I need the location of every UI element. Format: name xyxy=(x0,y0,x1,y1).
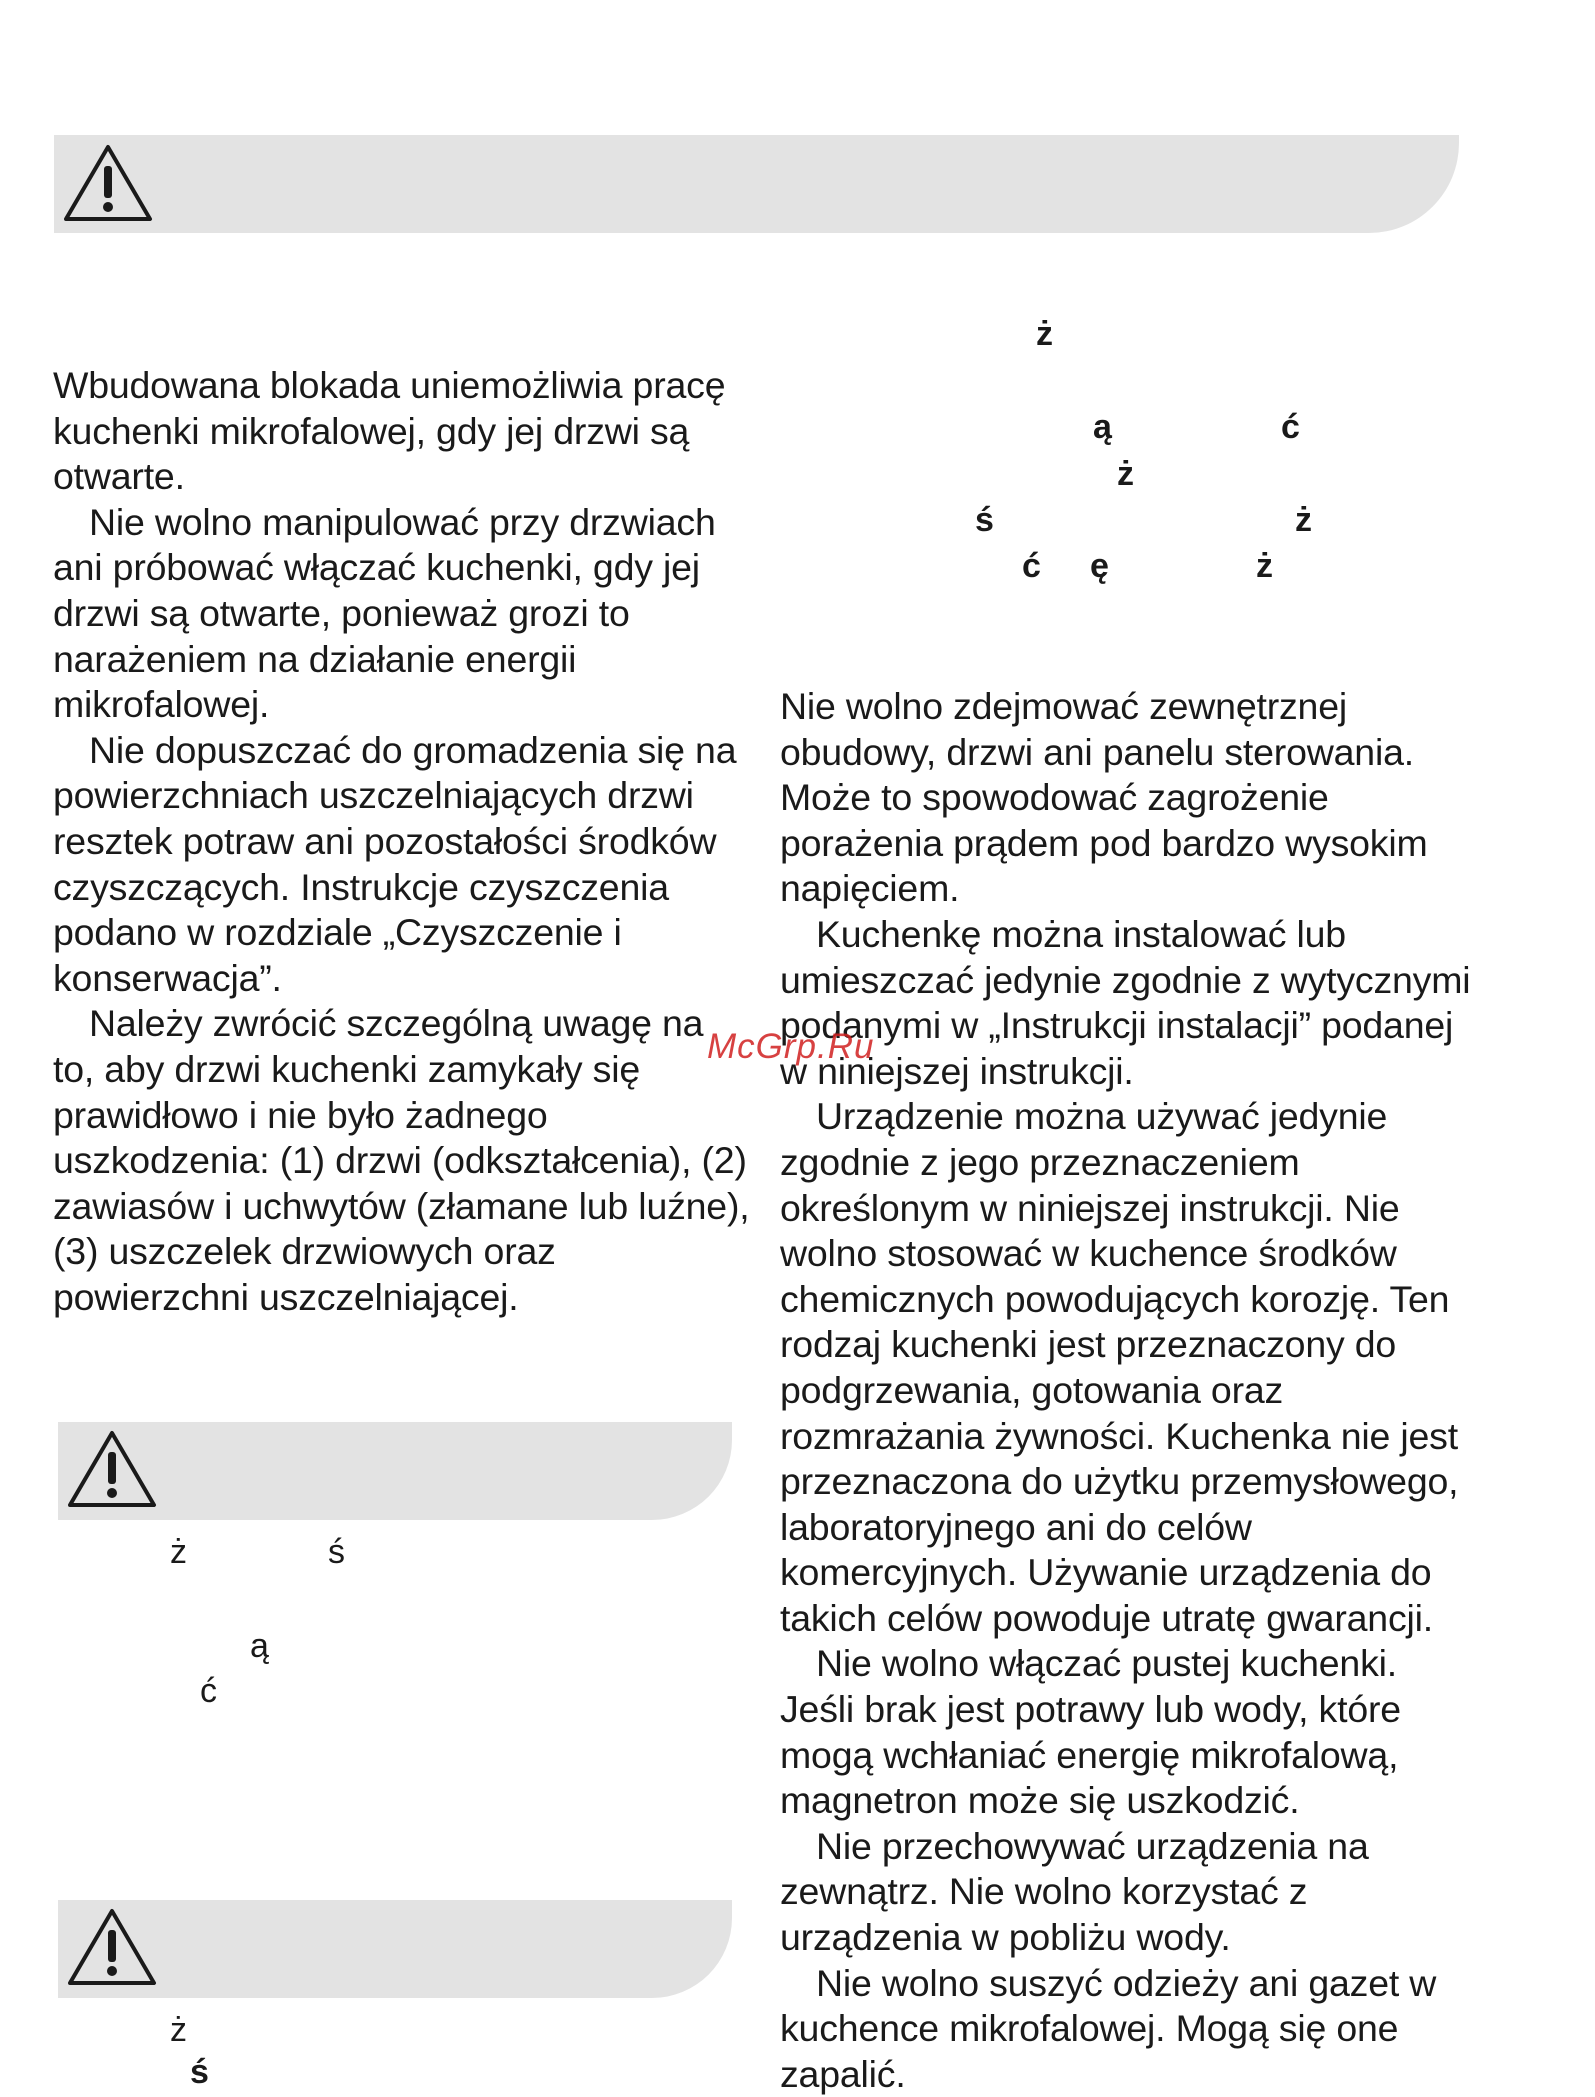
paragraph: Kuchenkę można instalować lub umieszczać jedynie zgodnie z wytycznymi podanymi w „Instrukcji instalacji” podanej w niniejszej instrukcji. xyxy=(780,912,1471,1092)
text-fragment: ż xyxy=(1256,547,1273,585)
warning-section-bar xyxy=(58,1900,732,1998)
text-fragment: ż xyxy=(1036,315,1053,353)
paragraph: Należy zwrócić szczególną uwagę na to, aby drzwi kuchenki zamykały się prawidłowo i nie było żadnego uszkodzenia: (1) drzwi (odkształcenia), (2) zawiasów i uchwytów (złamane lub luźne), (3) uszczelek drzwiowych oraz powierzchni uszczelniającej. xyxy=(53,1002,750,1318)
warning-section-bar xyxy=(58,1422,732,1520)
text-fragment: ć xyxy=(200,1672,217,1710)
warning-triangle-icon xyxy=(66,1428,158,1510)
text-fragment: ś xyxy=(190,2053,209,2091)
text-fragment: ą xyxy=(250,1627,269,1665)
text-fragment: ż xyxy=(1117,455,1134,493)
paragraph: Urządzenie można używać jedynie zgodnie z jego przeznaczeniem określonym w niniejszej instrukcji. Nie wolno stosować w kuchence środków chemicznych powodujących korozję. Ten rodzaj kuchenki jest przeznaczony do podgrzewania, gotowania oraz rozmrażania żywności. Kuchenka nie jest przeznaczona do użytku przemysłowego, laboratoryjnego ani do celów komercyjnych. Używanie urządzenia do takich celów powoduje utratę gwarancji. xyxy=(780,1095,1459,1639)
text-fragment: ż xyxy=(1295,501,1312,539)
paragraph: Wbudowana blokada uniemożliwia pracę kuchenki mikrofalowej, gdy jej drzwi są otwarte. xyxy=(53,364,726,498)
right-column-text xyxy=(780,684,1480,2097)
paragraph: Nie wolno manipulować przy drzwiach ani próbować włączać kuchenki, gdy jej drzwi są otwarte, ponieważ grozi to narażeniem na działanie energii mikrofalowej. xyxy=(53,500,716,726)
watermark: McGrp.Ru xyxy=(707,1027,875,1066)
paragraph: Nie wolno suszyć odzieży ani gazet w kuchence mikrofalowej. Mogą się one zapalić. xyxy=(780,1961,1437,2095)
text-fragment: ę xyxy=(1090,547,1109,585)
text-fragment: ą xyxy=(1093,408,1112,446)
text-fragment: ć xyxy=(1022,547,1041,585)
text-fragment: ż xyxy=(170,1533,187,1571)
text-fragment: ż xyxy=(170,2011,187,2049)
warning-triangle-icon xyxy=(62,142,154,224)
paragraph: Nie dopuszczać do gromadzenia się na powierzchniach uszczelniających drzwi resztek potraw ani pozostałości środków czyszczących. Instrukcje czyszczenia podano w rozdziale „Czyszczenie i konserwacja”. xyxy=(53,728,737,999)
left-column-text xyxy=(53,363,753,1320)
paragraph: Nie wolno włączać pustej kuchenki. Jeśli brak jest potrawy lub wody, które mogą wchłaniać energię mikrofalową, magnetron może się uszkodzić. xyxy=(780,1642,1401,1822)
warning-triangle-icon xyxy=(66,1906,158,1988)
paragraph: Nie przechowywać urządzenia na zewnątrz. Nie wolno korzystać z urządzenia w pobliżu wody. xyxy=(780,1824,1369,1959)
warning-header-bar xyxy=(54,135,1459,233)
text-fragment: ś xyxy=(975,501,994,539)
paragraph: Nie wolno zdejmować zewnętrznej obudowy, drzwi ani panelu sterowania. Może to spowodować zagrożenie porażenia prądem pod bardzo wysokim napięciem. xyxy=(780,685,1428,910)
text-fragment: ś xyxy=(328,1533,345,1571)
text-fragment: ć xyxy=(1281,408,1300,446)
